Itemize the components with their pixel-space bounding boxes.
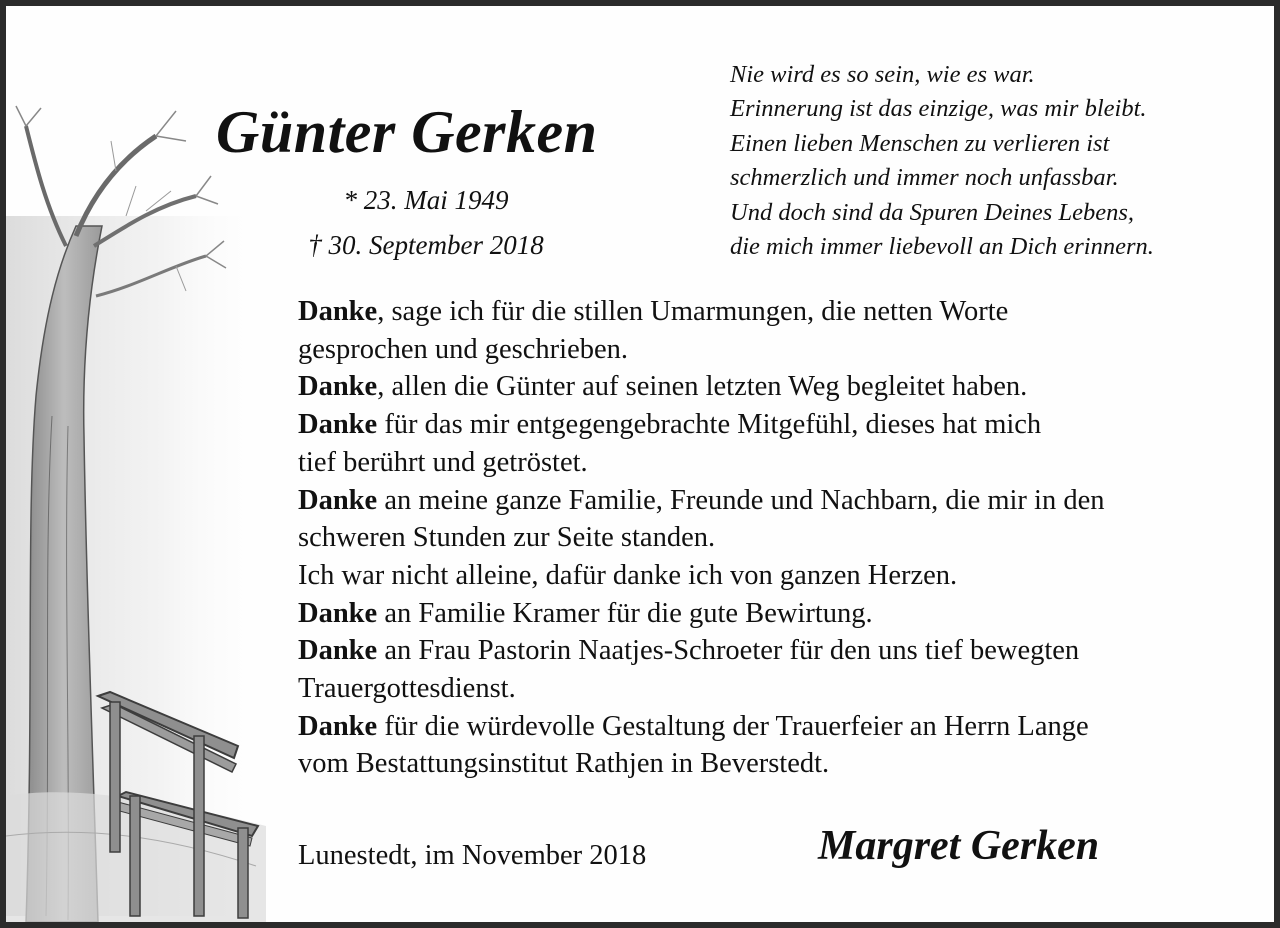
thanks-line-text: an meine ganze Familie, Freunde und Nachbarn, die mir in den	[377, 484, 1105, 516]
thanks-line-text: an Familie Kramer für die gute Bewirtung.	[377, 597, 873, 629]
thanks-keyword: Danke	[298, 296, 378, 327]
life-dates	[276, 178, 576, 268]
thanks-line-text: Ich war nicht alleine, dafür danke ich von ganzen Herzen.	[298, 559, 958, 591]
thanks-line	[298, 708, 1105, 746]
poem-line: Erinnerung ist das einzige, was mir bleibt.	[730, 95, 1147, 123]
deceased-name: Günter Gerken	[216, 99, 598, 165]
thanks-keyword: Danke	[298, 710, 378, 742]
thanks-line-text: tief berührt und getröstet.	[298, 446, 588, 478]
birth-date: * 23. Mai 1949	[343, 185, 509, 215]
thanks-line	[298, 745, 1105, 783]
poem-line: Nie wird es so sein, wie es war.	[730, 61, 1035, 88]
thanks-line	[298, 406, 1105, 444]
thanks-line-text: an Frau Pastorin Naatjes-Schroeter für den uns tief bewegten	[377, 635, 1080, 667]
poem-line: schmerzlich und immer noch unfassbar.	[730, 164, 1119, 192]
thanks-keyword: Danke	[298, 484, 378, 516]
thanks-line	[298, 444, 1105, 482]
thanks-line-text: schweren Stunden zur Seite standen.	[298, 522, 716, 554]
thanks-line-text: gesprochen und geschrieben.	[298, 333, 629, 365]
thanks-line	[298, 482, 1105, 520]
thanks-line	[298, 595, 1105, 633]
tree-and-bench-illustration	[6, 96, 306, 922]
thanks-line	[298, 632, 1105, 670]
poem-line: die mich immer liebevoll an Dich erinnern.	[730, 233, 1154, 261]
thanks-line-text: Trauergottesdienst.	[298, 673, 516, 705]
thanks-line-text: vom Bestattungsinstitut Rathjen in Beverstedt.	[298, 748, 830, 780]
thanks-keyword: Danke	[298, 597, 378, 629]
thanks-text	[298, 293, 1105, 783]
memorial-poem	[730, 58, 1154, 264]
thanks-line	[298, 557, 1105, 595]
thanks-keyword: Danke	[298, 635, 378, 667]
thanks-line-text: für die würdevolle Gestaltung der Trauerfeier an Herrn Lange	[377, 710, 1089, 742]
place-and-date: Lunestedt, im November 2018	[298, 840, 647, 871]
poem-line: Und doch sind da Spuren Deines Lebens,	[730, 198, 1134, 226]
poem-line: Einen lieben Menschen zu verlieren ist	[730, 129, 1110, 157]
thanks-line	[298, 670, 1105, 708]
thanks-keyword: Danke	[298, 371, 378, 403]
thanks-line	[298, 331, 1105, 369]
thanks-keyword: Danke	[298, 409, 378, 441]
thanks-line	[298, 368, 1105, 406]
thanks-line-text: , allen die Günter auf seinen letzten Weg begleitet haben.	[377, 371, 1028, 403]
signature-name: Margret Gerken	[818, 823, 1100, 869]
thanks-line-text: für das mir entgegengebrachte Mitgefühl, dieses hat mich	[377, 409, 1042, 441]
thanks-line	[298, 519, 1105, 557]
death-date: † 30. September 2018	[308, 230, 544, 260]
thanks-line-text: , sage ich für die stillen Umarmungen, die netten Worte	[377, 296, 1009, 327]
thanks-line	[298, 293, 1105, 331]
